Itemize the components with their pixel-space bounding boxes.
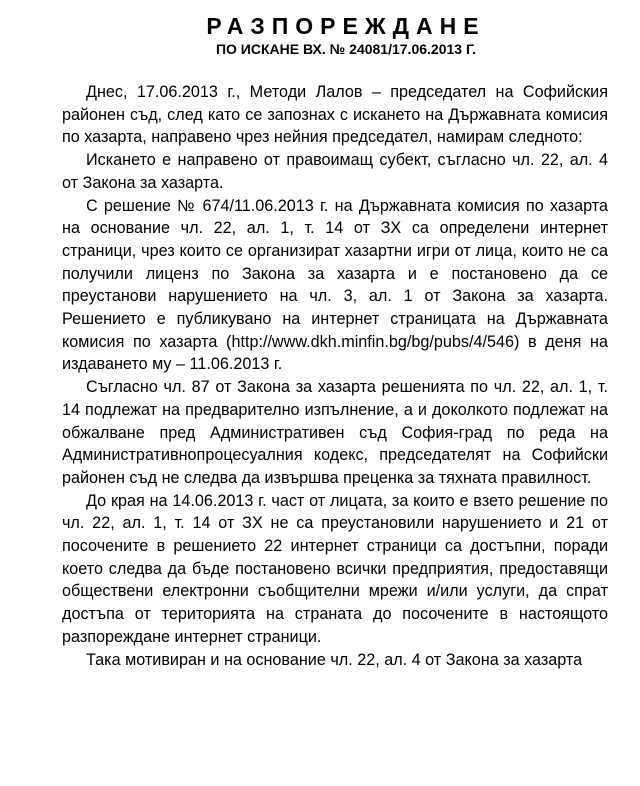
paragraph-decision: С решение № 674/11.06.2013 г. на Държавната комисия по хазарта на основание чл. 22, ал. 1, т. 14 от ЗХ са определени интернет страници, чрез които се организират хазартни игри от лица, които не са получили лиценз по Закона за хазарта и е постановено да се преустанови нарушението на чл. 3, ал. 1 от Закона за хазарта. Решението е публикувано на интернет страницата на Държавната комисия по хазарта (http://www.dkh.minfin.bg/bg/pubs/4/546) в деня на издаването му – 11.06.2013 г. bbox=[62, 196, 608, 374]
paragraph-request: Искането е направено от правоимащ субект, съгласно чл. 22, ал. 4 от Закона за хазарта. bbox=[62, 151, 608, 192]
paragraph-conclusion: Така мотивиран и на основание чл. 22, ал. 4 от Закона за хазарта bbox=[86, 650, 583, 669]
document-subtitle: ПО ИСКАНЕ ВХ. № 24081/17.06.2013 Г. bbox=[215, 41, 477, 57]
paragraph-findings: До края на 14.06.2013 г. част от лицата, за които е взето решение по чл. 22, ал. 1, т. 14 от ЗХ не са преустановили нарушението и 21 от посочените в решението 22 интернет страници са достъпни, поради което следва да бъде постановено всички предприятия, предоставящи обществени електронни съобщителни мрежи и/или услуги, да спрат достъпа от територията на страната до посочените в настоящото разпореждане интернет страници. bbox=[62, 491, 608, 646]
document-body bbox=[62, 81, 608, 671]
paragraph-intro: Днес, 17.06.2013 г., Методи Лалов – председател на Софийския районен съд, след като се запознах с искането на Държавната комисия по хазарта, направено чрез нейния председател, намирам следното: bbox=[62, 83, 608, 147]
document-title: РАЗПОРЕЖДАНЕ bbox=[206, 13, 486, 39]
paragraph-legal-basis: Съгласно чл. 87 от Закона за хазарта решенията по чл. 22, ал. 1, т. 14 подлежат на предварително изпълнение, а и доколкото подлежат на обжалване пред Административен съд София-град по реда на Административнопроцесуалния кодекс, председателят на Софийски районен съд не следва да извършва преценка за тяхната правилност. bbox=[62, 378, 608, 487]
